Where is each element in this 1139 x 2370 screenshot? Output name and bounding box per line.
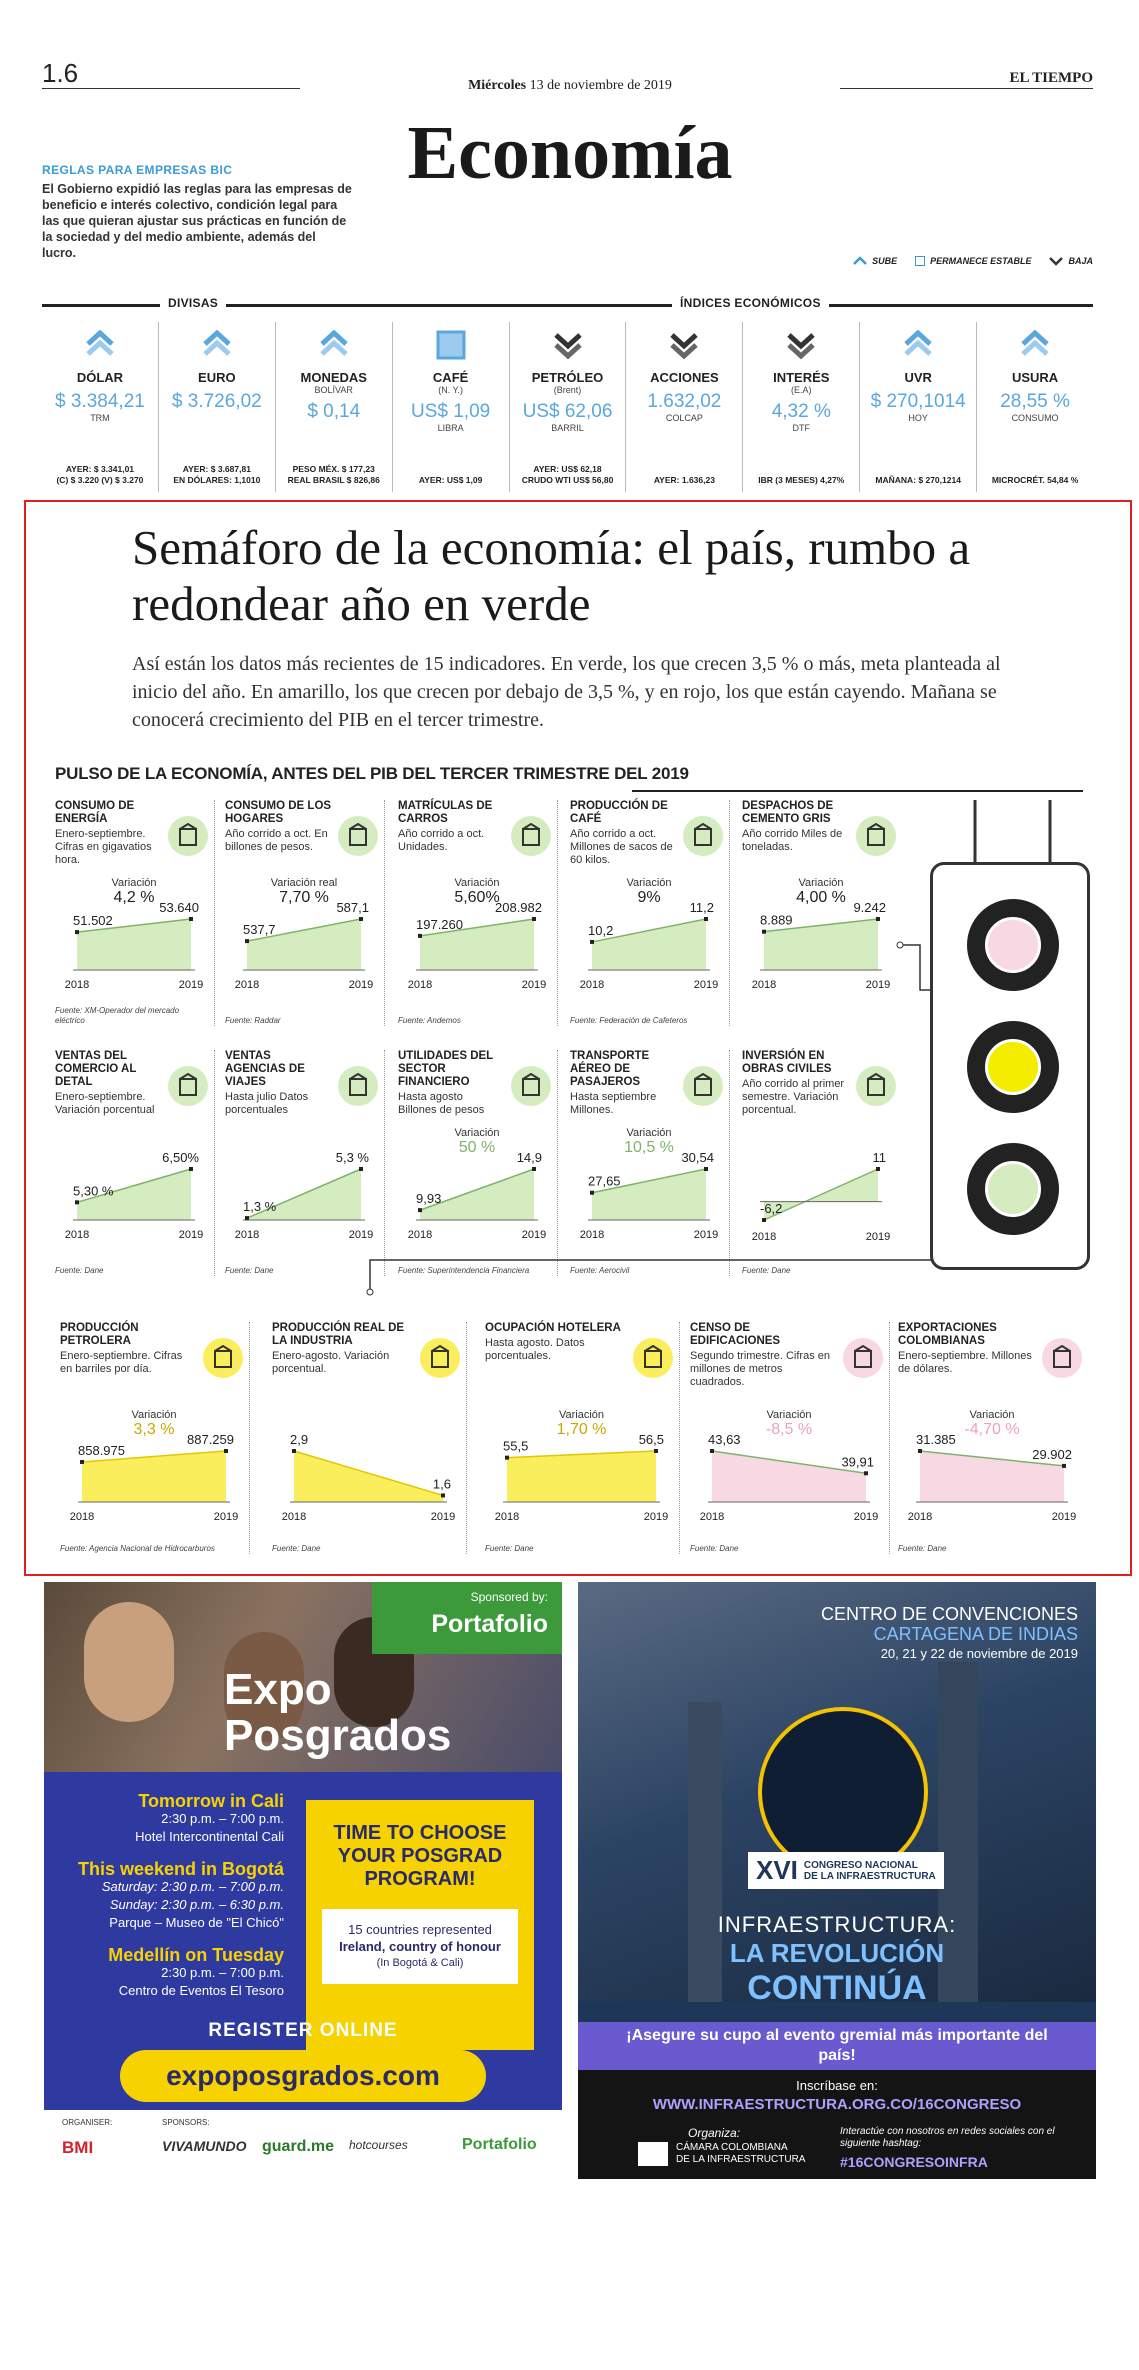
indicator-name: PETRÓLEO: [531, 370, 604, 385]
chart-description: Enero-agosto. Variación porcentual.: [272, 1350, 390, 1375]
chart-description: Año corrido al primer semestre. Variación porcentual.: [742, 1078, 845, 1116]
indicator-previous: AYER: $ 3.687,81 EN DÓLARES: 1,1010: [173, 464, 261, 485]
indicator-previous: AYER: US$ 1,09: [418, 475, 483, 485]
chart-point: [505, 1456, 509, 1460]
indicator-name: EURO: [198, 370, 236, 385]
indicator-previous: AYER: $ 3.341,01 (C) $ 3.220 (V) $ 3.270: [56, 464, 144, 485]
chart-description: Año corrido a oct. Millones de sacos de 60 kilos.: [570, 828, 673, 866]
chart-value-label: 11: [872, 1150, 886, 1165]
chart-point: [441, 1493, 445, 1497]
chart-value-label: -6,2: [760, 1201, 783, 1216]
chart-x-tick: 2018: [69, 1511, 95, 1523]
indicator-6: [743, 322, 860, 492]
chart-variation-value: 4,00 %: [796, 889, 846, 906]
chart-x-tick: 2019: [213, 1511, 239, 1523]
chart-value-label: 6,50%: [162, 1150, 199, 1165]
sponsor-name: Portafolio: [431, 1610, 548, 1638]
expoposgrados-ad[interactable]: [44, 1582, 562, 2179]
chart-value-label: 27,65: [588, 1173, 621, 1189]
chart-value-label: 30,54: [681, 1150, 714, 1165]
chart-source: Fuente: Dane: [55, 1266, 104, 1275]
chart-source: Fuente: Superintendencia Financiera: [398, 1266, 530, 1275]
chart-title: OCUPACIÓN HOTELERA: [485, 1322, 621, 1334]
ad2-url[interactable]: WWW.INFRAESTRUCTURA.ORG.CO/16CONGRESO: [652, 2096, 1022, 2113]
logo-portafolio: Portafolio: [462, 2136, 537, 2153]
chart-point: [245, 939, 249, 943]
indicator-chart-13: [690, 1322, 890, 1554]
chart-variation-value: 1,70 %: [556, 1421, 607, 1438]
chart-value-label: 5,3 %: [335, 1150, 369, 1165]
chart-title: DESPACHOS DE CEMENTO GRIS: [742, 800, 834, 825]
register-label: REGISTER ONLINE: [208, 2020, 398, 2041]
indicator-value: $ 3.726,02: [171, 391, 262, 412]
indicator-name: UVR: [904, 370, 932, 385]
square-icon: [915, 256, 925, 266]
chart-value-label: 14,9: [516, 1150, 542, 1165]
chart-title: PRODUCCIÓN PETROLERA: [60, 1322, 139, 1347]
legend-stable: PERMANECE ESTABLE: [915, 256, 1031, 266]
indicator-1: [159, 322, 276, 492]
indicator-chart-14: [898, 1322, 1088, 1554]
chart-description: Enero-septiembre. Cifras en gigavatios hora.: [55, 828, 152, 866]
indicator-previous: IBR (3 MESES) 4,27%: [758, 475, 845, 485]
chart-description: Enero-septiembre. Cifras en barriles por día.: [60, 1350, 183, 1375]
indicator-value: 28,55 %: [1000, 391, 1070, 412]
chart-title: CONSUMO DE ENERGÍA: [55, 800, 135, 825]
chart-point: [292, 1449, 296, 1453]
chart-value-label: 51.502: [73, 913, 113, 929]
chart-x-tick: 2019: [693, 979, 719, 991]
chart-variation-label: Variación real: [270, 877, 338, 889]
chart-description: Año corrido a oct. Unidades.: [398, 828, 485, 853]
indicator-name: MONEDAS: [300, 370, 367, 385]
indicator-5: [626, 322, 743, 492]
chart-variation-label: Variación: [454, 877, 500, 889]
logo-guardme: guard.me: [262, 2138, 335, 2155]
trend-stable-icon: [436, 330, 466, 360]
chart-value-label: 11,2: [689, 900, 714, 915]
trend-legend: [853, 256, 1093, 266]
chart-point: [189, 1167, 193, 1171]
trend-down-icon: [669, 330, 699, 360]
chart-x-tick: 2018: [579, 979, 605, 991]
chart-x-tick: 2018: [64, 979, 90, 991]
indicator-8: [977, 322, 1093, 492]
indicator-chart-5: [55, 1050, 215, 1276]
chart-value-label: 887.259: [187, 1432, 234, 1447]
area-chart: [55, 800, 215, 1026]
chart-point: [245, 1216, 249, 1220]
chart-source: Fuente: Raddar: [225, 1016, 281, 1025]
indicator-chart-11: [272, 1322, 467, 1554]
chart-description: Hasta agosto. Datos porcentuales.: [485, 1337, 585, 1362]
chart-variation-value: 10,5 %: [624, 1139, 674, 1156]
chart-description: Enero-septiembre. Variación porcentual: [55, 1091, 155, 1116]
chart-title: UTILIDADES DEL SECTOR FINANCIERO: [398, 1050, 493, 1088]
chart-value-label: 587,1: [336, 900, 369, 915]
chart-source: Fuente: Dane: [485, 1544, 534, 1553]
chart-title: CONSUMO DE LOS HOGARES: [225, 800, 332, 825]
chart-x-tick: 2019: [430, 1511, 456, 1523]
chart-variation-label: Variación: [969, 1409, 1015, 1421]
chart-variation-value: 7,70 %: [279, 889, 329, 906]
page-number: 1.6: [42, 58, 79, 88]
chart-x-tick: 2019: [521, 979, 547, 991]
chart-x-tick: 2018: [407, 1229, 433, 1241]
chart-variation-value: 9%: [637, 889, 661, 906]
chart-variation-label: Variación: [798, 877, 844, 889]
chart-description: Año corrido a oct. En billones de pesos.: [225, 828, 328, 853]
chart-x-tick: 2019: [865, 1231, 891, 1243]
indicator-previous: AYER: US$ 62,18 CRUDO WTI US$ 56,80: [521, 464, 614, 485]
chart-source: Fuente: Dane: [898, 1544, 947, 1553]
ad-callout: TIME TO CHOOSE YOUR POSGRAD PROGRAM! 15 countries represented Ireland, country of honour (In Bogotá & Cali): [306, 1800, 534, 2050]
indicator-chart-10: [60, 1322, 250, 1554]
chart-area: [294, 1451, 443, 1502]
ad2-footer: Inscríbase en: WWW.INFRAESTRUCTURA.ORG.CO/16CONGRESO Organiza: CÁMARA COLOMBIANA DE LA INFRAESTRUCTURA Interactúe con nosotros en redes sociales con el siguiente hashtag: #16CONGRESOINFRA: [578, 2070, 1096, 2179]
newspaper-brand: EL TIEMPO: [1004, 70, 1094, 87]
ad-cta: ¡Asegure su cupo al evento gremial más importante del país!: [578, 2022, 1096, 2070]
indicator-value: 4,32 %: [771, 401, 831, 422]
chevron-up-icon: [853, 256, 867, 266]
chart-source: Fuente: XM-Operador del mercado eléctrico: [55, 1006, 180, 1025]
indicator-chart-0: [55, 800, 215, 1026]
legend-up: SUBE: [853, 256, 897, 266]
chart-description: Segundo trimestre. Cifras en millones de metros cuadrados.: [690, 1350, 831, 1388]
sponsored-label: Sponsored by:: [470, 1590, 548, 1604]
chart-value-label: 31.385: [916, 1432, 956, 1447]
chart-area: [507, 1451, 656, 1502]
chart-source: Fuente: Dane: [742, 1266, 791, 1275]
area-chart: [485, 1322, 680, 1554]
ad-callout-info: 15 countries represented Ireland, country of honour (In Bogotá & Cali): [322, 1909, 518, 1984]
chart-value-label: 29.902: [1032, 1446, 1072, 1462]
indicator-previous: MAÑANA: $ 270,1214: [875, 475, 961, 485]
chart-description: Año corrido Miles de toneladas.: [742, 828, 843, 853]
legend-down: BAJA: [1049, 256, 1093, 266]
chart-title: TRANSPORTE AÉREO DE PASAJEROS: [570, 1050, 650, 1088]
chart-variation-value: -8,5 %: [765, 1421, 813, 1438]
chart-source: Fuente: Agencia Nacional de Hidrocarburos: [60, 1544, 215, 1553]
ad2-hashtag: #16CONGRESOINFRA: [840, 2154, 988, 2170]
chart-x-tick: 2019: [853, 1511, 879, 1523]
indicator-value: $ 3.384,21: [55, 391, 145, 412]
chart-variation-label: Variación: [766, 1409, 812, 1421]
chart-x-tick: 2018: [281, 1511, 307, 1523]
traffic-light-green: [967, 1143, 1059, 1235]
chart-x-tick: 2019: [348, 1229, 374, 1241]
chart-x-tick: 2018: [234, 979, 260, 991]
chevron-down-icon: [1049, 256, 1063, 266]
indicator-sub: (E.A): [791, 385, 812, 395]
indicator-sub: BOLÍVAR: [314, 385, 353, 395]
article-deck: Así están los datos más recientes de 15 indicadores. En verde, los que crecen 3,5 % o más, meta planteada al inicio del año. En amarillo, los que crecen por debajo de 3,5 %, y en rojo, los que están cayendo. Mañana se conocerá crecimiento del PIB en el tercer trimestre.: [132, 653, 1001, 731]
chart-value-label: 8.889: [760, 912, 793, 928]
chart-variation-label: Variación: [131, 1409, 177, 1421]
chart-source: Fuente: Aerocivil: [570, 1266, 630, 1275]
ad-url-button[interactable]: expoposgrados.com: [120, 2050, 486, 2102]
chart-value-label: 43,63: [708, 1432, 741, 1447]
area-chart: [898, 1322, 1088, 1554]
chart-variation-label: Variación: [454, 1127, 500, 1139]
chart-point: [224, 1449, 228, 1453]
chart-value-label: 9.242: [853, 900, 886, 915]
chart-point: [1062, 1464, 1066, 1468]
chart-value-label: 56,5: [638, 1432, 664, 1447]
trend-up-icon: [202, 330, 232, 360]
chart-x-tick: 2018: [494, 1511, 520, 1523]
chart-source: Fuente: Federación de Cafeteros: [570, 1016, 688, 1025]
area-chart: [55, 1050, 215, 1276]
indicator-sub: (N. Y.): [438, 385, 463, 395]
chart-x-tick: 2019: [1051, 1511, 1077, 1523]
chart-variation-label: Variación: [626, 1127, 672, 1139]
chart-x-tick: 2018: [234, 1229, 260, 1241]
indicator-0: [42, 322, 159, 492]
chart-x-tick: 2018: [64, 1229, 90, 1241]
chart-source: Fuente: Andemos: [398, 1016, 461, 1025]
chart-value-label: 858.975: [78, 1442, 125, 1458]
indicator-value: $ 270,1014: [870, 391, 966, 412]
chart-point: [80, 1460, 84, 1464]
chart-title: VENTAS AGENCIAS DE VIAJES: [225, 1050, 305, 1088]
chart-x-tick: 2019: [178, 1229, 204, 1241]
indicator-caption: HOY: [908, 413, 928, 423]
chart-description: Hasta julio Datos porcentuales: [225, 1091, 309, 1116]
chart-variation-label: Variación: [558, 1409, 605, 1421]
traffic-light-red: [967, 899, 1059, 991]
indicator-caption: BARRIL: [551, 423, 584, 433]
chart-x-tick: 2018: [579, 1229, 605, 1241]
logo-bmi: BMI: [62, 2138, 94, 2157]
traffic-light-yellow: [967, 1021, 1059, 1113]
indicator-caption: COLCAP: [665, 413, 703, 423]
chart-variation-value: 5,60%: [454, 889, 500, 906]
date-day: Miércoles: [468, 78, 527, 93]
chart-value-label: 1,6: [432, 1476, 451, 1492]
chart-point: [918, 1449, 922, 1453]
indicator-name: DÓLAR: [76, 370, 124, 385]
area-chart: [690, 1322, 890, 1554]
chart-value-label: 197.260: [416, 916, 463, 932]
indicator-name: ACCIONES: [650, 370, 719, 385]
article-headline: Semáforo de la economía: el país, rumbo a redondear año en verde: [132, 520, 971, 631]
trend-down-icon: [553, 330, 583, 360]
chart-point: [864, 1471, 868, 1475]
indicator-7: [860, 322, 977, 492]
chart-variation-label: Variación: [111, 877, 157, 889]
chart-title: VENTAS DEL COMERCIO AL DETAL: [55, 1050, 137, 1088]
area-chart: [272, 1322, 467, 1554]
indicators-strip: [42, 322, 1093, 492]
indicator-3: [393, 322, 510, 492]
indicator-name: CAFÉ: [432, 370, 469, 385]
chart-area: [82, 1451, 226, 1502]
chart-description: Enero-septiembre. Millones de dólares.: [898, 1350, 1032, 1375]
chart-value-label: 39,91: [841, 1454, 874, 1470]
trend-up-icon: [903, 330, 933, 360]
indicator-2: [276, 322, 393, 492]
area-chart: [60, 1322, 250, 1554]
chart-x-tick: 2018: [699, 1511, 725, 1523]
chart-value-label: 9,93: [416, 1191, 442, 1207]
chart-point: [654, 1449, 658, 1453]
indicator-previous: AYER: 1.636,23: [653, 475, 715, 485]
logo-hotcourses: hotcourses: [349, 2138, 408, 2152]
ad-venue: CENTRO DE CONVENCIONES CARTAGENA DE INDIAS 20, 21 y 22 de noviembre de 2019: [820, 1604, 1078, 1661]
trend-up-icon: [85, 330, 115, 360]
indicator-caption: TRM: [90, 413, 110, 423]
trend-down-icon: [786, 330, 816, 360]
chart-source: Fuente: Dane: [272, 1544, 321, 1553]
congress-name: XVI CONGRESO NACIONAL DE LA INFRAESTRUCTURA: [748, 1852, 944, 1889]
chart-value-label: 5,30 %: [73, 1183, 114, 1199]
chart-value-label: 537,7: [243, 922, 276, 938]
chart-source: Fuente: Dane: [225, 1266, 274, 1275]
chart-x-tick: 2019: [693, 1229, 719, 1241]
chart-value-label: 1,3 %: [243, 1199, 277, 1215]
indices-heading: ÍNDICES ECONÓMICOS: [672, 296, 829, 310]
indicator-name: USURA: [1011, 370, 1059, 385]
indicator-value: US$ 62,06: [522, 401, 613, 422]
indicator-name: INTERÉS: [773, 370, 830, 385]
indicator-chart-12: [485, 1322, 680, 1554]
ad-slogan: INFRAESTRUCTURA: LA REVOLUCIÓN CONTINÚA: [717, 1912, 957, 2007]
infraestructura-ad[interactable]: [578, 1582, 1096, 2179]
divisas-heading: DIVISAS: [160, 296, 226, 310]
chart-x-tick: 2019: [643, 1511, 669, 1523]
chart-x-tick: 2019: [521, 1229, 547, 1241]
chart-x-tick: 2018: [751, 1231, 777, 1243]
indicator-previous: MICROCRÉT. 54,84 %: [991, 475, 1079, 485]
chart-title: MATRÍCULAS DE CARROS: [398, 800, 493, 825]
indicator-caption: LIBRA: [437, 423, 464, 433]
chart-point: [75, 1200, 79, 1204]
chart-variation-label: Variación: [626, 877, 672, 889]
ad-title: Expo Posgrados: [224, 1665, 452, 1760]
chart-value-label: 10,2: [588, 922, 614, 938]
infographic-title: PULSO DE LA ECONOMÍA, ANTES DEL PIB DEL TERCER TRIMESTRE DEL 2019: [55, 764, 689, 783]
chart-title: PRODUCCIÓN REAL DE LA INDUSTRIA: [272, 1322, 405, 1347]
indicator-value: US$ 1,09: [411, 401, 491, 422]
indicator-value: 1.632,02: [647, 391, 722, 412]
bic-brief: El Gobierno expidió las reglas para las empresas de beneficio e interés colectivo, condición legal para las que quieran ajustar sus prácticas en función de la sociedad y del medio ambiente, además del lucro.: [42, 182, 352, 260]
ad-footer: ORGANISER: SPONSORS: BMI VIVAMUNDO guard.me hotcourses Portafolio: [44, 2110, 562, 2179]
chamber-logo-icon: [638, 2142, 668, 2166]
edition-date: [300, 78, 840, 94]
chart-point: [710, 1449, 714, 1453]
bic-kicker: REGLAS PARA EMPRESAS BIC: [42, 163, 233, 177]
chart-point: [189, 917, 193, 921]
chart-point: [75, 930, 79, 934]
trend-up-icon: [319, 330, 349, 360]
chart-x-tick: 2018: [907, 1511, 933, 1523]
chart-source: Fuente: Dane: [690, 1544, 739, 1553]
chart-variation-value: 3,3 %: [133, 1421, 175, 1438]
chart-title: CENSO DE EDIFICACIONES: [690, 1322, 781, 1347]
chart-x-tick: 2019: [348, 979, 374, 991]
indicator-sub: (Brent): [553, 385, 582, 395]
indicator-caption: CONSUMO: [1011, 413, 1059, 423]
chart-value-label: 53.640: [159, 900, 199, 915]
indicator-4: [510, 322, 627, 492]
chart-x-tick: 2019: [178, 979, 204, 991]
chart-description: Hasta septiembre Millones.: [570, 1091, 657, 1116]
traffic-light: [930, 862, 1090, 1270]
chart-value-label: 55,5: [503, 1438, 529, 1454]
chart-title: PRODUCCIÓN DE CAFÉ: [570, 800, 668, 825]
ad-schedule: Tomorrow in Cali 2:30 p.m. – 7:00 p.m. Hotel Intercontinental Cali This weekend in Bogotá Saturday: 2:30 p.m. – 7:00 p.m. Sunday: 2:30 p.m. – 6:30 p.m. Parque – Museo de "El Chicó" Medellín on Tuesday 2:30 p.m. – 7:00 p.m. Centro de Eventos El Tesoro: [77, 1791, 284, 1998]
indicator-caption: DTF: [792, 423, 811, 433]
chart-description: Hasta agosto Billones de pesos: [398, 1091, 485, 1116]
date-rest: 13 de noviembre de 2019: [529, 78, 672, 93]
chart-value-label: 2,9: [290, 1432, 309, 1447]
indicator-value: $ 0,14: [307, 401, 361, 422]
indicator-previous: PESO MÉX. $ 177,23 REAL BRASIL $ 826,86: [287, 464, 380, 485]
chart-variation-value: 4,2 %: [113, 889, 155, 906]
chart-x-tick: 2019: [865, 979, 891, 991]
chart-value-label: 208.982: [495, 900, 542, 915]
sponsor-banner: [372, 1582, 562, 1654]
logo-vivamundo: VIVAMUNDO: [162, 2138, 247, 2154]
trend-up-icon: [1020, 330, 1050, 360]
section-title: Economía: [407, 111, 733, 195]
chart-variation-value: 50 %: [458, 1139, 496, 1156]
chart-title: EXPORTACIONES COLOMBIANAS: [898, 1322, 997, 1347]
chart-variation-value: -4,70 %: [964, 1421, 1020, 1438]
chart-x-tick: 2018: [407, 979, 433, 991]
chart-title: INVERSIÓN EN OBRAS CIVILES: [742, 1050, 832, 1075]
chart-x-tick: 2018: [751, 979, 777, 991]
